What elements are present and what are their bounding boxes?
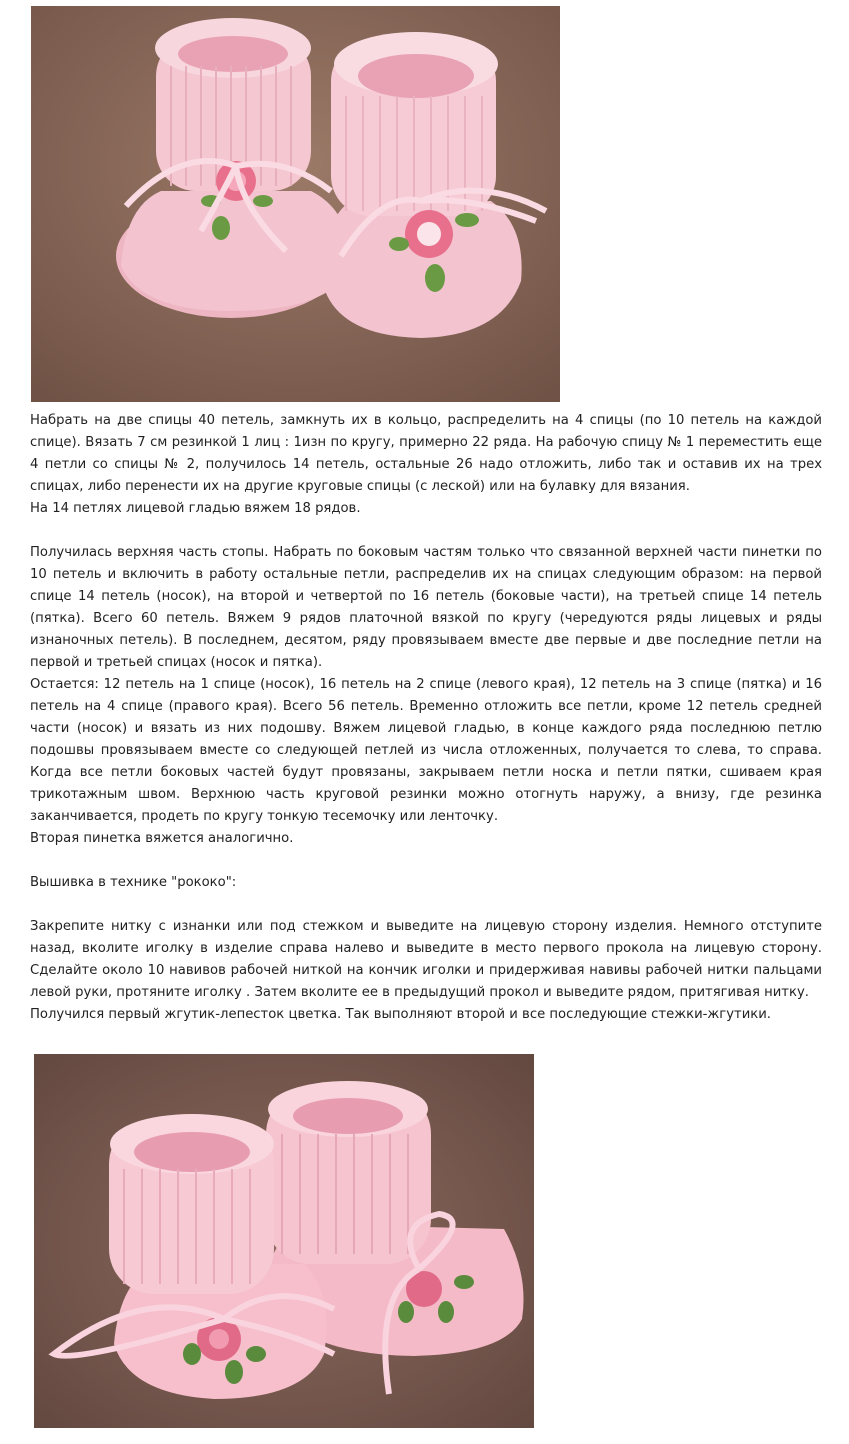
booties-photo-bottom <box>34 1054 534 1428</box>
paragraph-embroidery-result: Получился первый жгутик-лепесток цветка. Так выполняют второй и все последующие стежки-жгутики. <box>30 1007 771 1022</box>
booties-illustration <box>31 6 560 402</box>
booties-photo-top <box>31 6 560 402</box>
paragraph-cast-on: Набрать на две спицы 40 петель, замкнуть их в кольцо, распределить на 4 спицы (по 10 петель на каждой спице). Вязать 7 см резинкой 1 лиц : 1изн по кругу, примерно 22 ряда. На рабочую спицу № 1 переместить еще 4 петли со спицы № 2, получилось 14 петель, остальные 26 надо отложить, либо так и оставив их на трех спицах, либо перенести их на другие круговые спицы (с леской) или на булавку для вязания. <box>30 413 822 494</box>
paragraph-second-bootie: Вторая пинетка вяжется аналогично. <box>30 831 294 846</box>
paragraph-instep: На 14 петлях лицевой гладью вяжем 18 рядов. <box>30 501 361 516</box>
paragraph-sole: Остается: 12 петель на 1 спице (носок), 16 петель на 2 спице (левого края), 12 петель на 3 спице (пятка) и 16 петель на 4 спице (правого края). Всего 56 петель. Временно отложить все петли, кроме 12 петель средней части (носок) и вязать из них подошву. Вяжем лицевой гладью, в конце каждого ряда последнюю петлю подошвы провязываем вместе со следующей петлей из числа отложенных, получается то слева, то справа. Когда все петли боковых частей будут провязаны, закрываем петли носка и петли пятки, сшиваем края трикотажным швом. Верхнюю часть круговой резинки можно отогнуть наружу, а внизу, где резинка заканчивается, продеть по кругу тонкую тесемочку или ленточку. <box>30 677 822 824</box>
embroidery-heading: Вышивка в технике "рококо": <box>30 875 237 890</box>
knitting-instructions <box>30 410 822 1026</box>
paragraph-embroidery-steps: Закрепите нитку с изнанки или под стежком и выведите на лицевую сторону изделия. Немного отступите назад, вколите иголку в изделие справа налево и выведите в место первого прокола на лицевую сторону. Сделайте около 10 навивов рабочей ниткой на кончик иголки и придерживая навивы рабочей нитки пальцами левой руки, протяните иголку . Затем вколите ее в предыдущий прокол и выведите рядом, притягивая нитку. <box>30 919 822 1000</box>
paragraph-sides: Получилась верхняя часть стопы. Набрать по боковым частям только что связанной верхней части пинетки по 10 петель и включить в работу остальные петли, распределив их на спицах следующим образом: на первой спице 14 петель (носок), на второй и четвертой по 16 петель (боковые части), на третьей спице 14 петель (пятка). Всего 60 петель. Вяжем 9 рядов платочной вязкой по кругу (чередуются ряды лицевых и ряды изнаночных петель). В последнем, десятом, ряду провязываем вместе две первые и две последние петли на первой и третьей спицах (носок и пятка). <box>30 545 822 670</box>
booties-illustration <box>34 1054 534 1428</box>
